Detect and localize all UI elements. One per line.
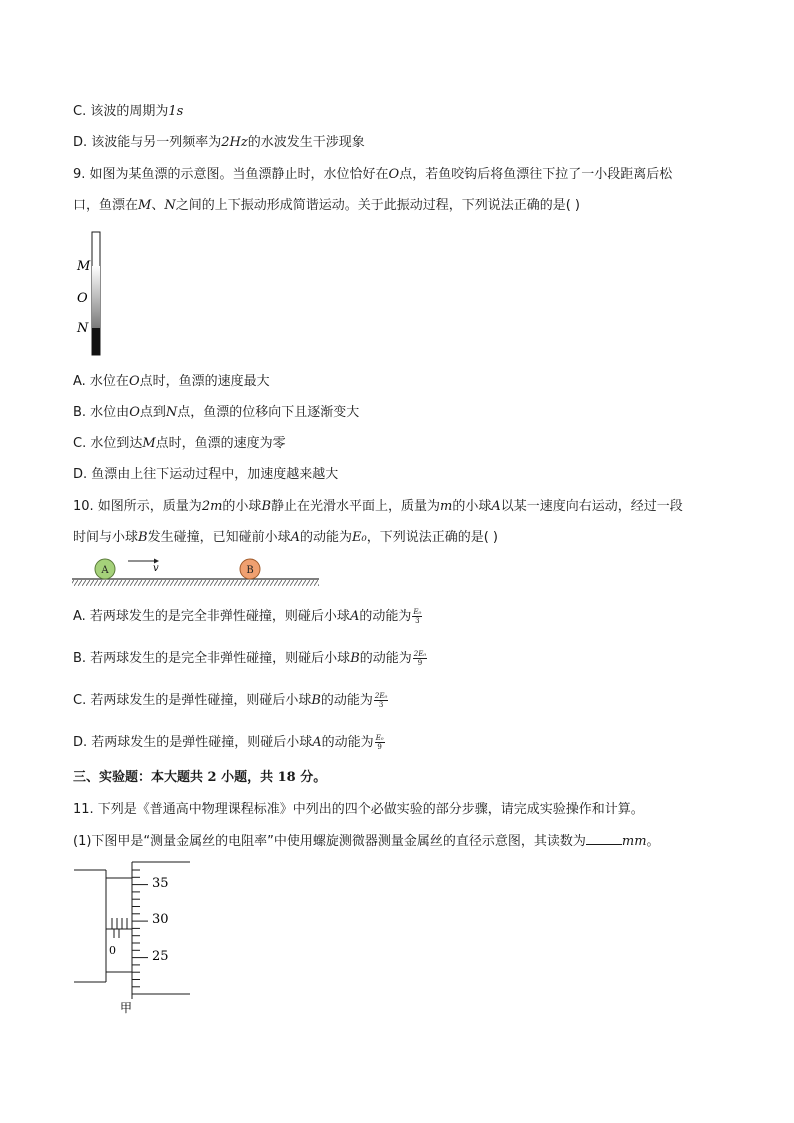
- label-o: O: [77, 291, 88, 306]
- mass-b: 2m: [201, 499, 223, 514]
- option-text: D. 鱼漂由上往下运动过程中，加速度越来越大: [73, 467, 339, 482]
- q8-option-c: [73, 103, 183, 121]
- stem-text: 。: [646, 834, 660, 849]
- sleeve: [106, 878, 132, 972]
- option-text: 点时，鱼漂的速度最大: [139, 374, 270, 389]
- option-text: A. 若两球发生的是完全非弹性碰撞，则碰后小球: [73, 609, 350, 624]
- point-o: O: [388, 167, 400, 182]
- q10-option-c: [73, 692, 388, 710]
- stem-text: 点，若鱼咬钩后将鱼漂往下拉了一小段距离后松: [399, 167, 673, 182]
- q10-stem-line1: [73, 498, 683, 516]
- option-text: B. 水位由: [73, 405, 130, 420]
- velocity-label: v: [153, 563, 159, 574]
- stem-text: ，下列说法正确的是( ): [366, 530, 498, 545]
- fraction-numerator: E₀: [413, 608, 422, 616]
- stem-text: (1)下图甲是“测量金属丝的电阻率”中使用螺旋测微器测量金属丝的直径示意图，其读数为: [73, 834, 586, 849]
- option-text: C. 水位到达: [73, 436, 143, 451]
- stem-text: 之间的上下振动形成简谐运动。关于此振动过程，下列说法正确的是( ): [175, 198, 580, 213]
- stem-text: 11. 下列是《普通高中物理课程标准》中列出的四个必做实验的部分步骤，请完成实验操作和计算。: [73, 802, 644, 817]
- period-value: 1s: [168, 104, 184, 119]
- q11-intro: [73, 801, 644, 819]
- stem-text: 静止在光滑水平面上，质量为: [271, 499, 441, 514]
- float-dark-end: [92, 328, 100, 355]
- figure-caption: 甲: [120, 1001, 133, 1015]
- main-scale-zero: 0: [109, 944, 116, 957]
- stem-text: 时间与小球: [73, 530, 139, 545]
- option-text: C. 若两球发生的是弹性碰撞，则碰后小球: [73, 693, 312, 708]
- thimble-label-30: 30: [152, 912, 169, 927]
- option-text: 点时，鱼漂的速度为零: [155, 436, 286, 451]
- fishing-float-figure: [70, 228, 110, 358]
- q11-part1: [73, 832, 660, 851]
- stem-text: 发生碰撞，已知碰前小球: [147, 530, 291, 545]
- q9-option-c: [73, 435, 286, 453]
- total-score: 18: [277, 770, 296, 785]
- point-n: N: [164, 198, 176, 213]
- heading-text: 三、实验题：本大题共: [73, 770, 208, 785]
- ball-b-ref: B: [138, 530, 148, 545]
- q10-option-b: [73, 650, 427, 668]
- mass-a: m: [440, 499, 453, 514]
- q9-stem-line2: [73, 197, 580, 215]
- stem-text: 的小球: [452, 499, 492, 514]
- thimble-label-35: 35: [152, 876, 169, 891]
- ground-hatch: [72, 580, 319, 586]
- ball-b-ref: B: [261, 499, 271, 514]
- option-text: B. 若两球发生的是完全非弹性碰撞，则碰后小球: [73, 651, 351, 666]
- stem-text: 口，鱼漂在: [73, 198, 139, 213]
- q10-option-a: [73, 608, 422, 626]
- fraction-denominator: 9: [377, 743, 382, 751]
- ball-ref: A: [312, 735, 322, 750]
- point-o: O: [129, 405, 140, 420]
- point-m: M: [138, 198, 152, 213]
- stem-text: 、: [151, 198, 165, 213]
- option-text: D. 若两球发生的是弹性碰撞，则碰后小球: [73, 735, 313, 750]
- fraction: [374, 692, 388, 709]
- fraction: [375, 734, 385, 751]
- stem-text: 以某一速度向右运动，经过一段: [500, 499, 683, 514]
- thimble-label-25: 25: [152, 949, 169, 964]
- q9-option-a: [73, 373, 270, 391]
- fraction-numerator: 2E₀: [413, 650, 427, 658]
- option-text: C. 该波的周期为: [73, 104, 169, 119]
- stem-text: 10. 如图所示，质量为: [73, 499, 202, 514]
- q9-option-b: [73, 404, 359, 422]
- fraction: [412, 608, 422, 625]
- option-text: D. 该波能与另一列频率为: [73, 135, 222, 150]
- point-n: N: [165, 405, 178, 420]
- label-m: M: [77, 259, 91, 274]
- heading-text: 分。: [295, 770, 327, 785]
- fraction-numerator: E₀: [375, 734, 384, 742]
- option-text: 的动能为: [359, 609, 412, 624]
- option-text: 的动能为: [359, 651, 412, 666]
- question-count: 2: [207, 770, 217, 785]
- ball-a-ref: A: [290, 530, 300, 545]
- option-text: 点，鱼漂的位移向下且逐渐变大: [177, 405, 360, 420]
- q9-option-d: [73, 466, 338, 484]
- option-text: 的动能为: [320, 693, 373, 708]
- q8-option-d: [73, 134, 365, 152]
- option-text: 的动能为: [321, 735, 374, 750]
- ball-ref: B: [350, 651, 360, 666]
- fraction: [413, 650, 427, 667]
- frequency-value: 2Hz: [221, 135, 248, 150]
- ball-b-label: B: [246, 565, 254, 576]
- fraction-numerator: 2E₀: [374, 692, 388, 700]
- label-n: N: [77, 321, 89, 336]
- kinetic-energy-e0: E₀: [352, 530, 367, 545]
- ball-ref: B: [311, 693, 321, 708]
- q10-stem-line2: [73, 529, 498, 547]
- stem-text: 9. 如图为某鱼漂的示意图。当鱼漂静止时，水位恰好在: [73, 167, 389, 182]
- point-m: M: [142, 436, 156, 451]
- micrometer-figure: [70, 858, 200, 1016]
- unit-mm: mm: [621, 834, 647, 849]
- option-text: A. 水位在: [73, 374, 129, 389]
- ball-a-label: A: [101, 565, 109, 576]
- fraction-denominator: 3: [415, 617, 420, 625]
- stem-text: 的小球: [222, 499, 262, 514]
- collision-figure: [70, 556, 322, 590]
- q9-stem-line1: [73, 166, 672, 184]
- float-gradient: [92, 266, 100, 328]
- fraction-denominator: 3: [378, 701, 384, 709]
- ball-ref: A: [349, 609, 360, 624]
- q10-option-d: [73, 734, 385, 752]
- heading-text: 小题，共: [216, 770, 278, 785]
- section-heading: [73, 769, 326, 787]
- answer-blank[interactable]: [586, 832, 622, 845]
- ball-a-ref: A: [491, 499, 501, 514]
- option-text: 点到: [139, 405, 166, 420]
- option-text: 的水波发生干涉现象: [247, 135, 365, 150]
- stem-text: 的动能为: [299, 530, 352, 545]
- point-o: O: [128, 374, 140, 389]
- fraction-denominator: 9: [417, 659, 423, 667]
